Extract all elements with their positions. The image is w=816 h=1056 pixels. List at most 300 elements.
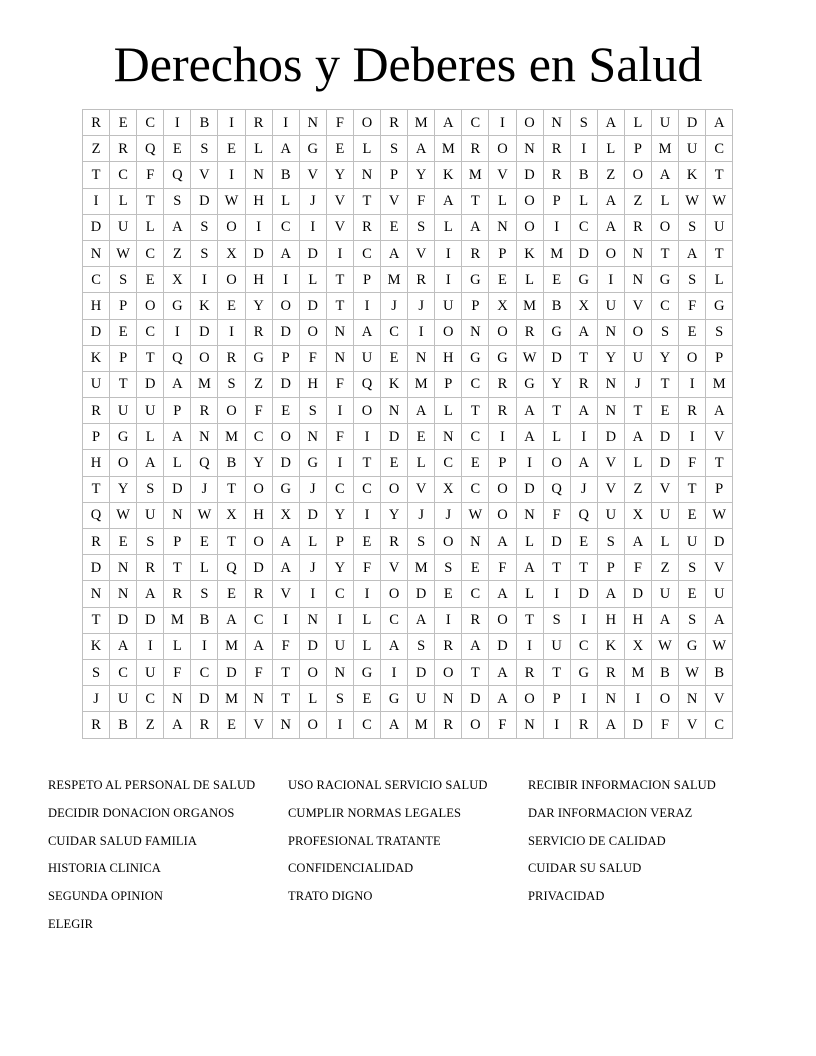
grid-cell[interactable]: O [489,502,516,528]
grid-cell[interactable]: U [624,345,651,371]
grid-cell[interactable]: I [516,450,543,476]
grid-cell[interactable]: P [462,293,489,319]
grid-cell[interactable]: K [435,162,462,188]
grid-cell[interactable]: O [381,476,408,502]
grid-cell[interactable]: C [326,476,353,502]
grid-cell[interactable]: N [435,424,462,450]
grid-cell[interactable]: G [706,293,733,319]
grid-cell[interactable]: F [543,502,570,528]
grid-cell[interactable]: T [218,476,245,502]
grid-cell[interactable]: T [137,345,164,371]
grid-cell[interactable]: K [191,293,218,319]
grid-cell[interactable]: O [353,110,380,136]
grid-cell[interactable]: N [679,686,706,712]
grid-cell[interactable]: N [353,162,380,188]
grid-cell[interactable]: W [651,633,678,659]
grid-cell[interactable]: S [191,581,218,607]
grid-cell[interactable]: T [679,476,706,502]
grid-cell[interactable]: A [597,110,624,136]
grid-cell[interactable]: O [272,293,299,319]
grid-cell[interactable]: N [543,110,570,136]
grid-cell[interactable]: G [353,659,380,685]
grid-cell[interactable]: A [272,529,299,555]
grid-cell[interactable]: Q [191,450,218,476]
grid-cell[interactable]: X [570,293,597,319]
grid-cell[interactable]: Q [570,502,597,528]
grid-cell[interactable]: H [435,345,462,371]
grid-cell[interactable]: E [137,267,164,293]
grid-cell[interactable]: M [651,136,678,162]
grid-cell[interactable]: M [706,371,733,397]
grid-cell[interactable]: W [218,188,245,214]
grid-cell[interactable]: M [516,293,543,319]
grid-cell[interactable]: H [83,293,110,319]
grid-cell[interactable]: M [543,240,570,266]
grid-cell[interactable]: R [245,319,272,345]
grid-cell[interactable]: A [272,555,299,581]
grid-cell[interactable]: B [543,293,570,319]
grid-cell[interactable]: R [435,712,462,738]
grid-cell[interactable]: P [381,162,408,188]
grid-cell[interactable]: P [83,424,110,450]
grid-cell[interactable]: E [489,267,516,293]
grid-cell[interactable]: D [191,188,218,214]
grid-cell[interactable]: G [516,371,543,397]
grid-cell[interactable]: S [137,529,164,555]
grid-cell[interactable]: U [408,686,435,712]
grid-cell[interactable]: S [326,686,353,712]
grid-cell[interactable]: Y [597,345,624,371]
grid-cell[interactable]: K [597,633,624,659]
grid-cell[interactable]: O [381,581,408,607]
grid-cell[interactable]: O [353,398,380,424]
grid-cell[interactable]: U [110,214,137,240]
grid-cell[interactable]: N [299,424,326,450]
grid-cell[interactable]: N [462,319,489,345]
grid-cell[interactable]: E [679,502,706,528]
grid-cell[interactable]: U [651,110,678,136]
grid-cell[interactable]: Z [137,712,164,738]
grid-cell[interactable]: I [435,240,462,266]
grid-cell[interactable]: Y [245,293,272,319]
grid-cell[interactable]: S [218,371,245,397]
grid-cell[interactable]: C [462,110,489,136]
grid-cell[interactable]: R [83,398,110,424]
grid-cell[interactable]: R [679,398,706,424]
grid-cell[interactable]: T [543,555,570,581]
grid-cell[interactable]: O [272,424,299,450]
grid-cell[interactable]: R [489,371,516,397]
grid-cell[interactable]: Z [624,188,651,214]
grid-cell[interactable]: L [299,267,326,293]
grid-cell[interactable]: A [706,607,733,633]
grid-cell[interactable]: L [435,398,462,424]
grid-cell[interactable]: D [624,712,651,738]
grid-cell[interactable]: J [381,293,408,319]
grid-cell[interactable]: V [245,712,272,738]
grid-cell[interactable]: N [624,240,651,266]
grid-cell[interactable]: C [326,581,353,607]
grid-cell[interactable]: R [624,214,651,240]
grid-cell[interactable]: A [597,214,624,240]
grid-cell[interactable]: I [326,450,353,476]
grid-cell[interactable]: C [706,712,733,738]
grid-cell[interactable]: A [164,371,191,397]
grid-cell[interactable]: X [624,633,651,659]
grid-cell[interactable]: S [679,607,706,633]
grid-cell[interactable]: D [570,240,597,266]
grid-cell[interactable]: U [597,502,624,528]
grid-cell[interactable]: W [462,502,489,528]
grid-cell[interactable]: E [218,712,245,738]
grid-cell[interactable]: O [516,110,543,136]
grid-cell[interactable]: O [489,607,516,633]
grid-cell[interactable]: R [381,529,408,555]
grid-cell[interactable]: I [83,188,110,214]
grid-cell[interactable]: U [706,214,733,240]
grid-cell[interactable]: W [191,502,218,528]
grid-cell[interactable]: T [543,659,570,685]
grid-cell[interactable]: S [408,529,435,555]
grid-cell[interactable]: O [435,659,462,685]
grid-cell[interactable]: U [137,502,164,528]
grid-cell[interactable]: L [624,110,651,136]
grid-cell[interactable]: C [353,476,380,502]
grid-cell[interactable]: G [462,345,489,371]
grid-cell[interactable]: N [326,345,353,371]
grid-cell[interactable]: F [326,371,353,397]
grid-cell[interactable]: N [435,686,462,712]
grid-cell[interactable]: O [651,214,678,240]
grid-cell[interactable]: I [435,267,462,293]
grid-cell[interactable]: A [435,188,462,214]
grid-cell[interactable]: N [83,581,110,607]
grid-cell[interactable]: F [651,712,678,738]
grid-cell[interactable]: U [137,659,164,685]
grid-cell[interactable]: V [408,240,435,266]
grid-cell[interactable]: N [597,686,624,712]
grid-cell[interactable]: L [435,214,462,240]
grid-cell[interactable]: N [624,267,651,293]
grid-cell[interactable]: C [570,633,597,659]
grid-cell[interactable]: Z [245,371,272,397]
grid-cell[interactable]: C [381,319,408,345]
grid-cell[interactable]: I [516,633,543,659]
grid-cell[interactable]: L [299,686,326,712]
grid-cell[interactable]: D [570,581,597,607]
grid-cell[interactable]: A [164,712,191,738]
grid-cell[interactable]: P [489,450,516,476]
grid-cell[interactable]: V [272,581,299,607]
grid-cell[interactable]: J [408,293,435,319]
grid-cell[interactable]: P [272,345,299,371]
grid-cell[interactable]: I [191,267,218,293]
grid-cell[interactable]: D [299,633,326,659]
grid-cell[interactable]: O [624,319,651,345]
grid-cell[interactable]: R [597,659,624,685]
grid-cell[interactable]: U [353,345,380,371]
grid-cell[interactable]: C [191,659,218,685]
grid-cell[interactable]: F [299,345,326,371]
grid-cell[interactable]: M [191,371,218,397]
grid-cell[interactable]: I [326,240,353,266]
grid-cell[interactable]: D [245,555,272,581]
grid-cell[interactable]: C [83,267,110,293]
grid-cell[interactable]: O [299,712,326,738]
grid-cell[interactable]: C [245,424,272,450]
grid-cell[interactable]: E [110,319,137,345]
grid-cell[interactable]: L [353,136,380,162]
grid-cell[interactable]: C [435,450,462,476]
grid-cell[interactable]: G [245,345,272,371]
grid-cell[interactable]: C [137,240,164,266]
grid-cell[interactable]: Y [381,502,408,528]
grid-cell[interactable]: D [516,162,543,188]
grid-cell[interactable]: T [83,476,110,502]
grid-cell[interactable]: E [679,319,706,345]
grid-cell[interactable]: S [597,529,624,555]
grid-cell[interactable]: P [110,293,137,319]
grid-cell[interactable]: Q [164,345,191,371]
grid-cell[interactable]: W [110,240,137,266]
grid-cell[interactable]: L [164,633,191,659]
grid-cell[interactable]: C [462,424,489,450]
grid-cell[interactable]: D [191,319,218,345]
grid-cell[interactable]: A [706,398,733,424]
grid-cell[interactable]: R [83,712,110,738]
grid-cell[interactable]: R [570,371,597,397]
grid-cell[interactable]: F [245,398,272,424]
grid-cell[interactable]: I [489,110,516,136]
grid-cell[interactable]: S [570,110,597,136]
grid-cell[interactable]: E [408,424,435,450]
grid-cell[interactable]: T [570,345,597,371]
grid-cell[interactable]: J [299,476,326,502]
grid-cell[interactable]: O [651,686,678,712]
grid-cell[interactable]: I [272,607,299,633]
grid-cell[interactable]: T [651,240,678,266]
grid-cell[interactable]: D [164,476,191,502]
grid-cell[interactable]: T [624,398,651,424]
grid-cell[interactable]: A [624,424,651,450]
grid-cell[interactable]: S [381,136,408,162]
grid-cell[interactable]: N [110,581,137,607]
grid-cell[interactable]: R [489,398,516,424]
grid-cell[interactable]: C [353,712,380,738]
grid-cell[interactable]: C [570,214,597,240]
grid-cell[interactable]: R [462,607,489,633]
grid-cell[interactable]: L [516,581,543,607]
grid-cell[interactable]: D [651,424,678,450]
grid-cell[interactable]: N [516,712,543,738]
grid-cell[interactable]: A [489,529,516,555]
grid-cell[interactable]: E [679,581,706,607]
grid-cell[interactable]: F [489,712,516,738]
grid-cell[interactable]: D [543,529,570,555]
grid-cell[interactable]: O [218,214,245,240]
grid-cell[interactable]: C [137,110,164,136]
grid-cell[interactable]: T [570,555,597,581]
grid-cell[interactable]: E [651,398,678,424]
grid-cell[interactable]: C [110,162,137,188]
grid-cell[interactable]: A [164,424,191,450]
grid-cell[interactable]: O [679,345,706,371]
grid-cell[interactable]: M [408,371,435,397]
grid-cell[interactable]: I [353,293,380,319]
grid-cell[interactable]: W [679,188,706,214]
grid-cell[interactable]: G [570,659,597,685]
grid-cell[interactable]: J [83,686,110,712]
grid-cell[interactable]: I [191,633,218,659]
grid-cell[interactable]: D [83,319,110,345]
grid-cell[interactable]: B [218,450,245,476]
grid-cell[interactable]: Y [326,502,353,528]
grid-cell[interactable]: N [245,686,272,712]
grid-cell[interactable]: Y [110,476,137,502]
grid-cell[interactable]: T [706,450,733,476]
grid-cell[interactable]: P [353,267,380,293]
grid-cell[interactable]: D [543,345,570,371]
grid-cell[interactable]: D [272,319,299,345]
grid-cell[interactable]: A [489,686,516,712]
grid-cell[interactable]: O [624,162,651,188]
grid-cell[interactable]: N [326,659,353,685]
grid-cell[interactable]: B [651,659,678,685]
grid-cell[interactable]: I [353,424,380,450]
grid-cell[interactable]: F [679,293,706,319]
grid-cell[interactable]: I [218,319,245,345]
grid-cell[interactable]: J [191,476,218,502]
grid-cell[interactable]: G [272,476,299,502]
grid-cell[interactable]: E [435,581,462,607]
grid-cell[interactable]: O [462,712,489,738]
grid-cell[interactable]: A [272,136,299,162]
grid-cell[interactable]: W [679,659,706,685]
grid-cell[interactable]: E [164,136,191,162]
grid-cell[interactable]: G [299,136,326,162]
grid-cell[interactable]: E [218,581,245,607]
grid-cell[interactable]: H [597,607,624,633]
grid-cell[interactable]: C [137,319,164,345]
grid-cell[interactable]: W [516,345,543,371]
grid-cell[interactable]: A [597,712,624,738]
grid-cell[interactable]: V [706,686,733,712]
grid-cell[interactable]: M [408,110,435,136]
grid-cell[interactable]: O [597,240,624,266]
grid-cell[interactable]: U [137,398,164,424]
grid-cell[interactable]: L [570,188,597,214]
grid-cell[interactable]: H [245,267,272,293]
grid-cell[interactable]: D [408,581,435,607]
grid-cell[interactable]: P [543,188,570,214]
grid-cell[interactable]: D [462,686,489,712]
grid-cell[interactable]: R [543,136,570,162]
grid-cell[interactable]: K [679,162,706,188]
grid-cell[interactable]: S [191,240,218,266]
grid-cell[interactable]: L [624,450,651,476]
grid-cell[interactable]: T [651,371,678,397]
grid-cell[interactable]: U [597,293,624,319]
grid-cell[interactable]: A [516,424,543,450]
grid-cell[interactable]: A [408,607,435,633]
grid-cell[interactable]: F [624,555,651,581]
grid-cell[interactable]: J [299,555,326,581]
grid-cell[interactable]: Y [245,450,272,476]
grid-cell[interactable]: A [164,214,191,240]
grid-cell[interactable]: R [462,240,489,266]
grid-cell[interactable]: C [137,686,164,712]
grid-cell[interactable]: L [137,424,164,450]
grid-cell[interactable]: A [597,581,624,607]
grid-cell[interactable]: I [137,633,164,659]
grid-cell[interactable]: A [679,240,706,266]
grid-cell[interactable]: R [462,136,489,162]
grid-cell[interactable]: L [408,450,435,476]
grid-cell[interactable]: R [110,136,137,162]
grid-cell[interactable]: V [381,188,408,214]
grid-cell[interactable]: I [570,136,597,162]
grid-cell[interactable]: U [110,398,137,424]
grid-cell[interactable]: T [462,188,489,214]
grid-cell[interactable]: L [137,214,164,240]
grid-cell[interactable]: N [381,398,408,424]
grid-cell[interactable]: O [543,450,570,476]
grid-cell[interactable]: S [299,398,326,424]
grid-cell[interactable]: I [299,214,326,240]
grid-cell[interactable]: F [164,659,191,685]
grid-cell[interactable]: J [570,476,597,502]
grid-cell[interactable]: G [651,267,678,293]
grid-cell[interactable]: P [110,345,137,371]
grid-cell[interactable]: L [272,188,299,214]
grid-cell[interactable]: A [462,214,489,240]
grid-cell[interactable]: E [110,529,137,555]
grid-cell[interactable]: T [326,293,353,319]
grid-cell[interactable]: A [651,162,678,188]
grid-cell[interactable]: U [543,633,570,659]
grid-cell[interactable]: I [326,398,353,424]
grid-cell[interactable]: D [381,424,408,450]
grid-cell[interactable]: Z [83,136,110,162]
grid-cell[interactable]: R [218,345,245,371]
grid-cell[interactable]: Z [624,476,651,502]
grid-cell[interactable]: C [272,214,299,240]
grid-cell[interactable]: E [543,267,570,293]
grid-cell[interactable]: N [299,607,326,633]
grid-cell[interactable]: J [435,502,462,528]
grid-cell[interactable]: J [408,502,435,528]
grid-cell[interactable]: W [110,502,137,528]
grid-cell[interactable]: N [164,686,191,712]
grid-cell[interactable]: T [462,659,489,685]
grid-cell[interactable]: I [570,607,597,633]
grid-cell[interactable]: T [164,555,191,581]
grid-cell[interactable]: H [83,450,110,476]
grid-cell[interactable]: V [706,424,733,450]
grid-cell[interactable]: W [706,633,733,659]
grid-cell[interactable]: P [164,529,191,555]
grid-cell[interactable]: V [299,162,326,188]
grid-cell[interactable]: F [489,555,516,581]
grid-cell[interactable]: E [272,398,299,424]
grid-cell[interactable]: S [679,214,706,240]
grid-cell[interactable]: T [462,398,489,424]
grid-cell[interactable]: L [353,607,380,633]
grid-cell[interactable]: A [489,659,516,685]
grid-cell[interactable]: M [435,136,462,162]
grid-cell[interactable]: A [137,450,164,476]
grid-cell[interactable]: K [83,345,110,371]
